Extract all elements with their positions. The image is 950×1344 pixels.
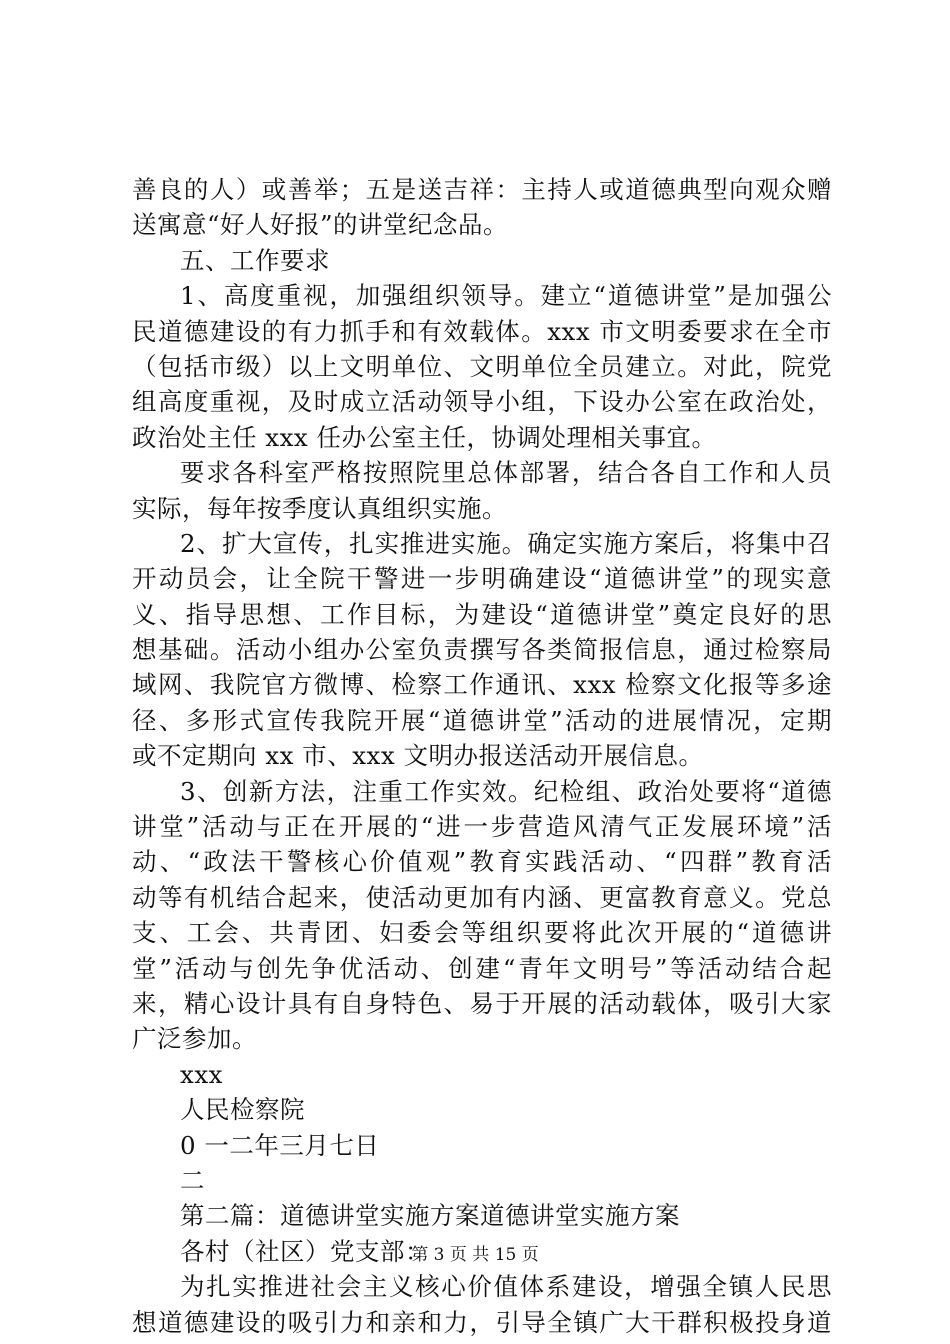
text-line: 要求各科室严格按照院里总体部署，结合各自工作和人员	[180, 458, 832, 488]
text-line: 组高度重视，及时成立活动领导小组，下设办公室在政治处，	[132, 387, 832, 417]
text-line: （包括市级）以上文明单位、文明单位全员建立。对此，院党	[132, 351, 832, 381]
page-footer: 第 3 页 共 15 页	[411, 1245, 539, 1265]
text-line: 动、“政法干警核心价值观”教育实践活动、“四群”教育活	[132, 847, 832, 877]
text-line: 为扎实推进社会主义核心价值体系建设，增强全镇人民思	[180, 1272, 832, 1302]
text-line: 广泛参加。	[132, 1024, 257, 1054]
document-body	[132, 172, 832, 1340]
text-line: 堂”活动与创先争优活动、创建“青年文明号”等活动结合起	[132, 953, 832, 983]
text-line: 义、指导思想、工作目标，为建设“道德讲堂”奠定良好的思	[132, 599, 832, 629]
text-line: 开动员会，让全院干警进一步明确建设“道德讲堂”的现实意	[132, 564, 832, 594]
text-line: 善良的人）或善举；五是送吉祥：主持人或道德典型向观众赠	[132, 175, 832, 204]
text-line: 来，精心设计具有自身特色、易于开展的活动载体，吸引大家	[132, 988, 832, 1018]
text-line: 1、高度重视，加强组织领导。建立“道德讲堂”是加强公	[180, 281, 832, 311]
text-line: 民道德建设的有力抓手和有效载体。xxx 市文明委要求在全市	[132, 316, 832, 346]
text-line: 域网、我院官方微博、检察工作通讯、xxx 检察文化报等多途	[132, 670, 832, 700]
text-line: 支、工会、共青团、妇委会等组织要将此次开展的“道德讲	[132, 918, 832, 948]
text-line: 人民检察院	[180, 1095, 305, 1125]
text-line: 五、工作要求	[180, 245, 330, 275]
text-line: 各村（社区）党支部：	[180, 1236, 430, 1266]
text-line: 想道德建设的吸引力和亲和力，引导全镇广大干群积极投身道	[132, 1307, 832, 1337]
text-line: 送寓意“好人好报”的讲堂纪念品。	[132, 210, 509, 240]
text-line: 政治处主任 xxx 任办公室主任，协调处理相关事宜。	[132, 422, 717, 452]
text-line: 想基础。活动小组办公室负责撰写各类简报信息，通过检察局	[132, 635, 832, 665]
text-line: 或不定期向 xx 市、xxx 文明办报送活动开展信息。	[132, 741, 704, 771]
text-line: 二	[180, 1165, 205, 1195]
text-line: 0 一二年三月七日	[180, 1130, 380, 1160]
text-line: xxx	[180, 1059, 223, 1089]
text-line: 2、扩大宣传，扎实推进实施。确定实施方案后，将集中召	[180, 528, 832, 558]
text-line: 实际，每年按季度认真组织实施。	[132, 493, 507, 523]
text-line: 3、创新方法，注重工作实效。纪检组、政治处要将“道德	[180, 776, 832, 806]
text-line: 第二篇：道德讲堂实施方案道德讲堂实施方案	[180, 1201, 680, 1231]
text-line: 动等有机结合起来，使活动更加有内涵、更富教育意义。党总	[132, 882, 832, 912]
text-line: 径、多形式宣传我院开展“道德讲堂”活动的进展情况，定期	[132, 705, 832, 735]
text-line: 讲堂”活动与正在开展的“进一步营造风清气正发展环境”活	[132, 812, 832, 842]
